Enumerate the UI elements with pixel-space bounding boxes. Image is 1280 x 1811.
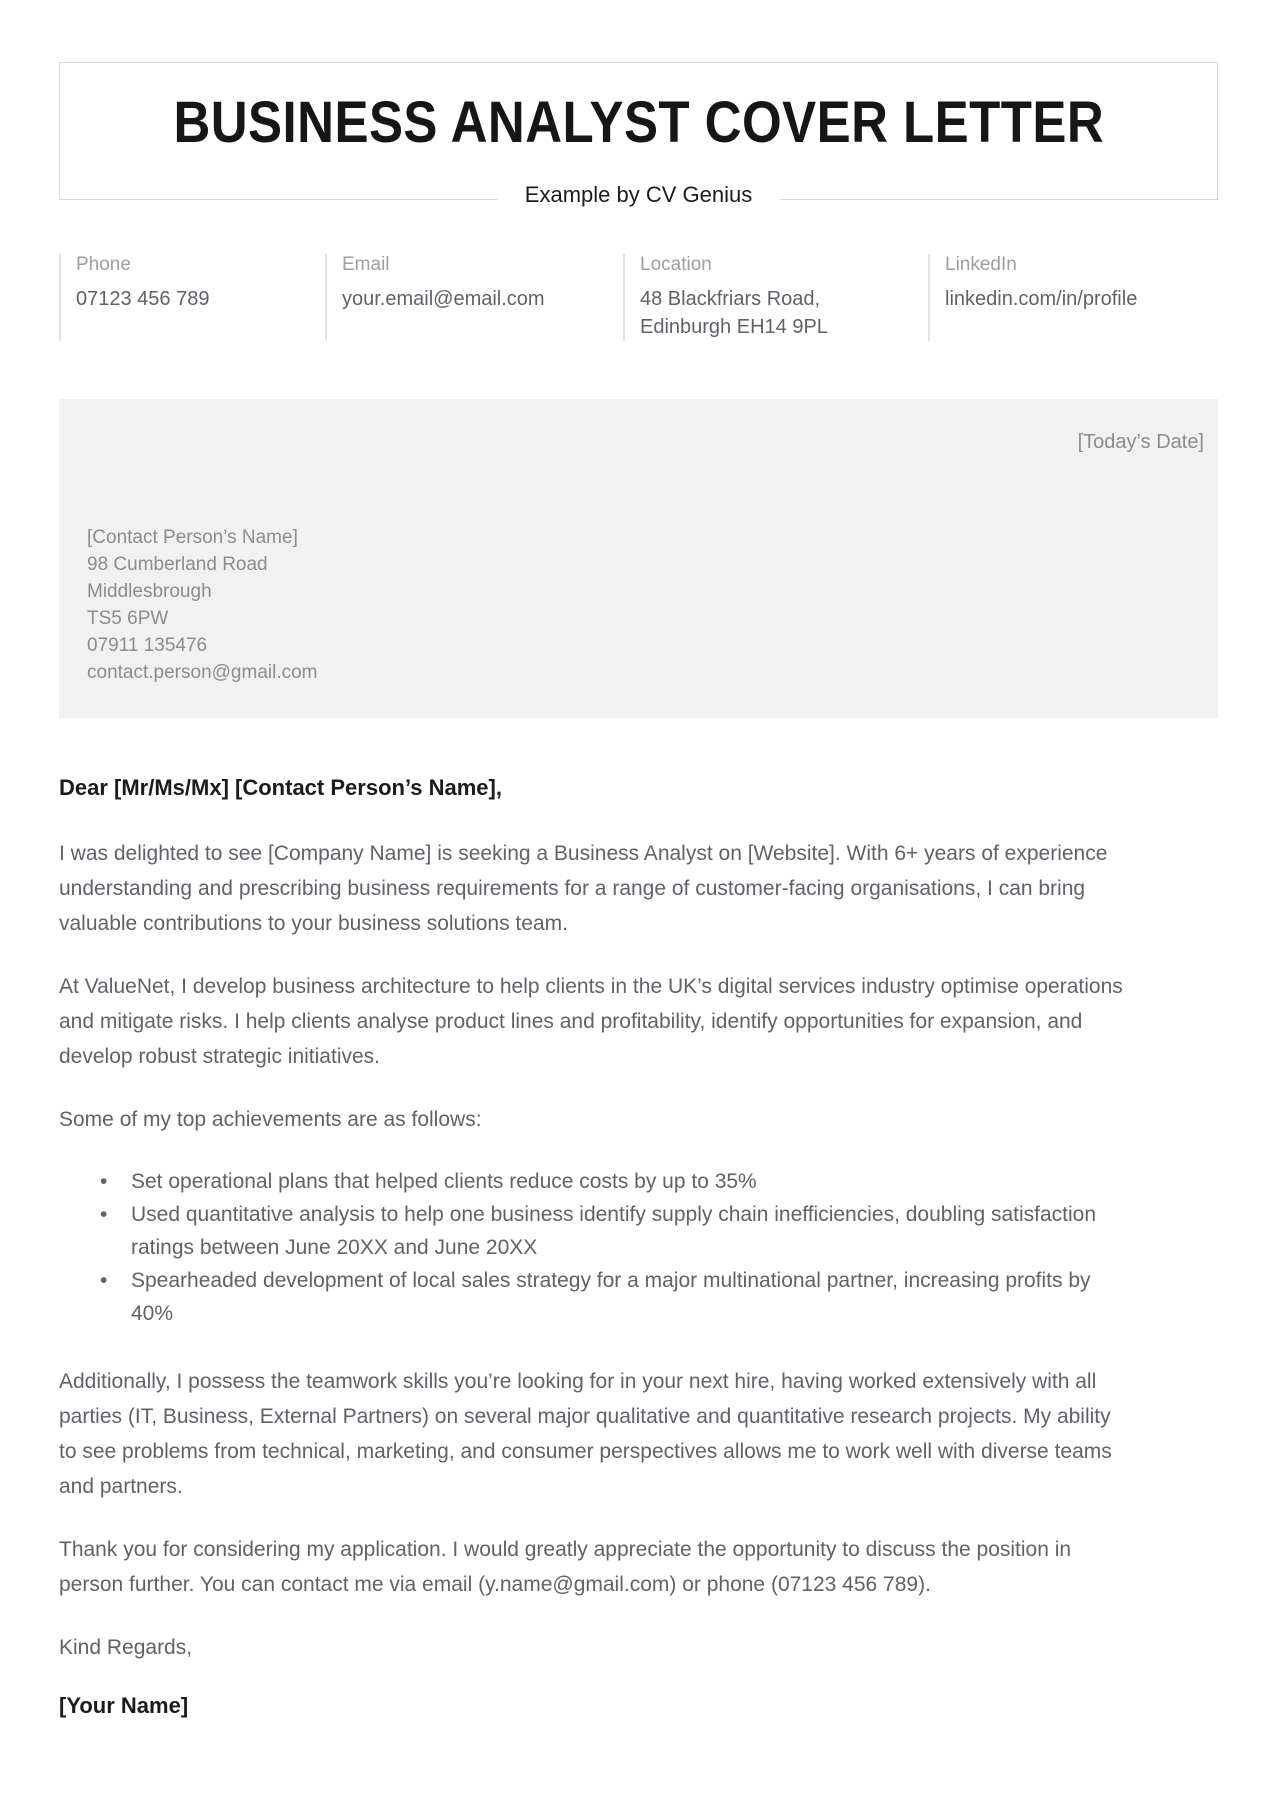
todays-date: [Today’s Date] [1077,431,1204,453]
contact-bar [59,254,1218,341]
address-line-1: 48 Blackfriars Road, [640,288,821,310]
field-value: 07123 456 789 [76,288,210,310]
field-value [640,285,928,341]
achievement-item: • Set operational plans that helped clients reduce costs by up to 35% [98,1165,1138,1198]
address-line-2: Edinburgh EH14 9PL [640,316,828,338]
letter-body [59,774,1218,1720]
paragraph-experience: At ValueNet, I develop business architecture to help clients in the UK’s digital services industry optimise operations and mitigate risks. I help clients analyse product lines and profitability, identify opportunities for expansion, and develop robust strategic initiatives. [59,975,1123,1068]
cover-letter-page [59,0,1218,1720]
paragraph-intro: I was delighted to see [Company Name] is seeking a Business Analyst on [Website]. With 6+ years of experience understanding and prescribing business requirements for a range of customer-facing organisations, I can bring valuable contributions to your business solutions team. [59,842,1108,935]
recipient-line-email: contact.person@gmail.com [87,662,318,683]
field-label: Location [640,254,712,275]
salutation: Dear [Mr/Ms/Mx] [Contact Person’s Name], [59,775,502,800]
recipient-line-phone: 07911 135476 [87,635,208,656]
contact-field-email [325,254,623,341]
achievements-list [59,1165,1138,1330]
header-box [59,62,1218,207]
paragraph-thanks: Thank you for considering my application. I would greatly appreciate the opportunity to discuss the position in person further. You can contact me via email (y.name@gmail.com) or phone (07123 456 789). [59,1538,1072,1596]
achievements-intro: Some of my top achievements are as follows: [59,1108,482,1131]
paragraph-teamwork: Additionally, I possess the teamwork skills you’re looking for in your next hire, having worked extensively with all parties (IT, Business, External Partners) on several major qualitative and quantitative research projects. My ability to see problems from technical, marketing, and consumer perspectives allows me to work well with diverse teams and partners. [59,1370,1112,1498]
achievement-item: • Spearheaded development of local sales strategy for a major multinational partner, increasing profits by 40% [98,1264,1138,1330]
contact-field-linkedin [928,254,1218,341]
page-subtitle: Example by CV Genius [497,181,780,209]
field-label: Phone [76,254,131,275]
recipient-line-name: [Contact Person’s Name] [87,527,298,548]
field-label: Email [342,254,390,275]
achievement-item: • Used quantitative analysis to help one business identify supply chain inefficiencies, doubling satisfaction ratings between June 20XX and June 20XX [98,1198,1138,1264]
recipient-line-postcode: TS5 6PW [87,608,169,629]
field-label: LinkedIn [945,254,1017,275]
signature: [Your Name] [59,1693,189,1718]
recipient-line-street: 98 Cumberland Road [87,554,268,575]
page-title: BUSINESS ANALYST COVER LETTER [173,89,1104,155]
recipient-box [59,399,1218,718]
sign-off: Kind Regards, [59,1636,193,1659]
field-value: linkedin.com/in/profile [945,288,1138,310]
field-value: your.email@email.com [342,288,545,310]
contact-field-location [623,254,928,341]
contact-field-phone [59,254,325,341]
recipient-line-city: Middlesbrough [87,581,212,602]
recipient-address [87,524,1204,686]
